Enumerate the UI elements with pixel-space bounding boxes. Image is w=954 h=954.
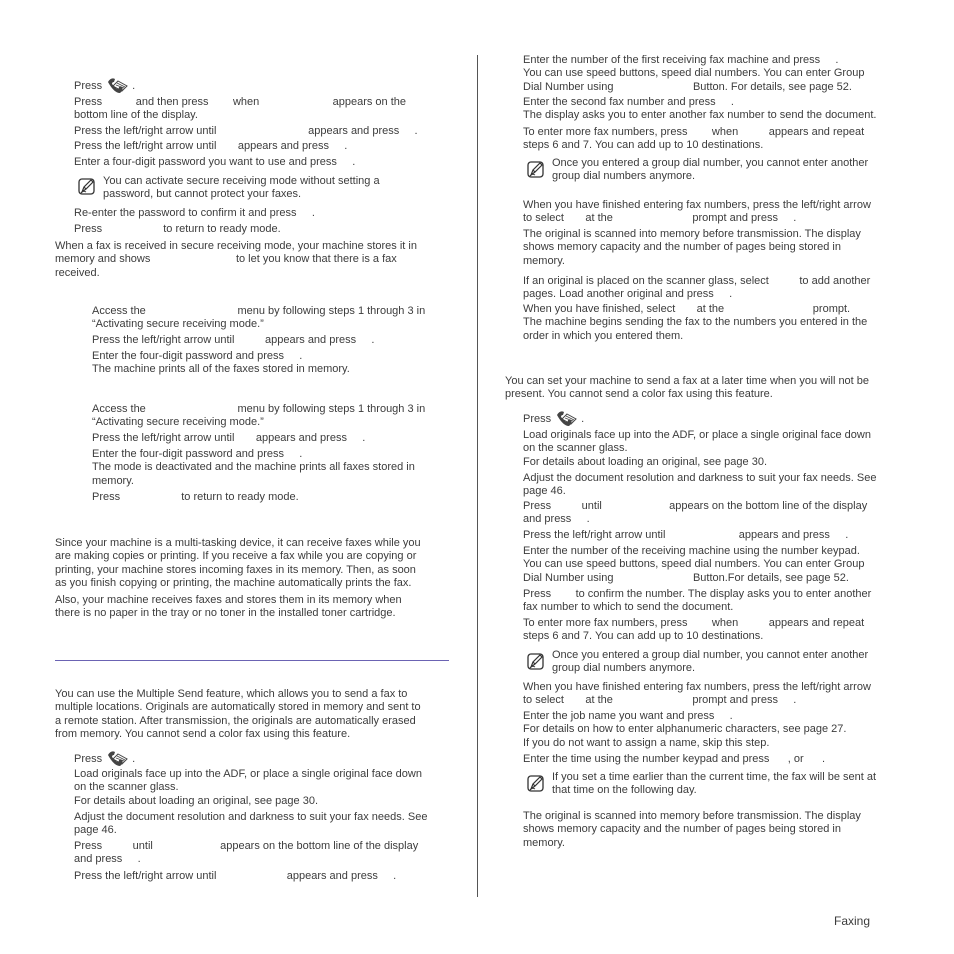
step: For details about loading an original, see page 30. [523, 456, 768, 468]
step: To enter more fax numbers, press when appears and repeat steps 6 and 7. You can add up to 10 destinations. [523, 126, 865, 152]
note-text: Once you entered a group dial number, you cannot enter another group dial numbers anymore. [552, 649, 869, 675]
step: Press the left/right arrow until appears and press . [74, 140, 348, 152]
column-divider [477, 55, 478, 897]
step: Enter the job name you want and press . For details on how to enter alphanumeric characters, see page 27. If you do not want to assign a name, skip this step. [523, 710, 847, 749]
paragraph: Also, your machine receives faxes and stores them in its memory when there is no paper in the tray or no toner in the installed toner cartridge. [55, 594, 402, 620]
section-rule [55, 660, 449, 661]
step: The original is scanned into memory before transmission. The display shows memory capacity and the number of pages being stored in memory. [523, 228, 861, 267]
step-press-start [523, 410, 584, 426]
step: Press the left/right arrow until appears and press . [74, 125, 418, 137]
step: Enter the number of the first receiving fax machine and press . You can use speed buttons, speed dial numbers. You can enter Group Dial Number using Button. For details, see page 52. [523, 54, 865, 93]
step-press-start [74, 77, 135, 93]
note-text: You can activate secure receiving mode without setting a password, but cannot protect your faxes. [103, 175, 380, 201]
phone-handset-icon [105, 750, 129, 766]
step: Press until appears on the bottom line of the display and press . [74, 840, 419, 866]
step: Access the menu by following steps 1 through 3 in “Activating secure receiving mode.” [92, 403, 426, 429]
step: When you have finished entering fax numbers, press the left/right arrow to select at the prompt and press . [523, 199, 871, 225]
text: . [132, 80, 136, 92]
step: When you have finished entering fax numbers, press the left/right arrow to select at the prompt and press . [523, 681, 871, 707]
note-pencil-icon [527, 775, 544, 792]
phone-handset-icon [105, 77, 129, 93]
paragraph: You can set your machine to send a fax at a later time when you will not be present. You cannot send a color fax using this feature. [505, 375, 870, 401]
step: Re-enter the password to confirm it and press . [74, 207, 315, 219]
step: If an original is placed on the scanner glass, select to add another pages. Load another original and press . [523, 275, 871, 301]
note-text: Once you entered a group dial number, you cannot enter another group dial numbers anymore. [552, 157, 869, 183]
step: To enter more fax numbers, press when appears and repeat steps 6 and 7. You can add up to 10 destinations. [523, 617, 865, 643]
step: Press the left/right arrow until appears and press . [523, 529, 849, 541]
step: Load originals face up into the ADF, or place a single original face down on the scanner glass. For details about loading an original, see page 30. [74, 768, 422, 807]
footer-section-name: Faxing [834, 914, 871, 928]
paragraph: When a fax is received in secure receiving mode, your machine stores it in memory and shows to let you know that there is a fax received. [55, 240, 417, 279]
note-pencil-icon [527, 653, 544, 670]
step: Adjust the document resolution and darkness to suit your fax needs. See page 46. [74, 811, 428, 837]
step: When you have finished, select at the prompt. The machine begins sending the fax to the numbers you entered in the order in which you entered them. [523, 303, 868, 342]
step: Enter the four-digit password and press . The machine prints all of the faxes stored in memory. [92, 350, 350, 376]
step: Adjust the document resolution and darkness to suit your fax needs. See page 46. [523, 472, 877, 498]
step: Press to confirm the number. The display asks you to enter another fax number to which to send the document. [523, 588, 872, 614]
paragraph: You can use the Multiple Send feature, which allows you to send a fax to multiple locations. Originals are automatically stored in memory and sent to a remote station. After transmission, the originals are automatically erased from memory. You cannot send a color fax using this feature. [55, 688, 421, 740]
step: The original is scanned into memory before transmission. The display shows memory capacity and the number of pages being stored in memory. [523, 810, 861, 849]
step: Press the left/right arrow until appears and press . [74, 870, 397, 882]
step-press-start [74, 750, 135, 766]
step: Access the menu by following steps 1 through 3 in “Activating secure receiving mode.” [92, 305, 426, 331]
note-text: If you set a time earlier than the current time, the fax will be sent at that time on the following day. [552, 771, 877, 797]
phone-handset-icon [554, 410, 578, 426]
step: Press to return to ready mode. [74, 223, 281, 235]
step: Load originals face up into the ADF, or place a single original face down on the scanner glass. [523, 429, 871, 455]
note-pencil-icon [527, 161, 544, 178]
step: Press the left/right arrow until appears and press . [92, 334, 375, 346]
text: Press [74, 753, 103, 765]
step: Enter the time using the number keypad and press , or . [523, 753, 826, 765]
step: Press and then press when appears on the bottom line of the display. [74, 96, 406, 122]
text: . [581, 413, 585, 425]
paragraph: Since your machine is a multi-tasking device, it can receive faxes while you are making copies or printing. If you receive a fax while you are copying or printing, your machine stores incoming faxes in its memory. Then, as soon as you finish copying or printing, the machine automatically prints the fax. [55, 537, 421, 589]
step: Press the left/right arrow until appears and press . [92, 432, 366, 444]
note-pencil-icon [78, 178, 95, 195]
step: Enter a four-digit password you want to use and press . [74, 156, 356, 168]
step: Enter the number of the receiving machine using the number keypad. You can use speed buttons, speed dial numbers. You can enter Group Dial Number using Button.For details, see page 52. [523, 545, 865, 584]
step: Enter the four-digit password and press . The mode is deactivated and the machine prints all faxes stored in memory. [92, 448, 415, 487]
step: Press until appears on the bottom line of the display and press . [523, 500, 868, 526]
text: Press [74, 80, 103, 92]
step: Enter the second fax number and press . The display asks you to enter another fax number to send the document. [523, 96, 877, 122]
step: Press to return to ready mode. [92, 491, 299, 503]
text: . [132, 753, 136, 765]
text: Press [523, 413, 552, 425]
